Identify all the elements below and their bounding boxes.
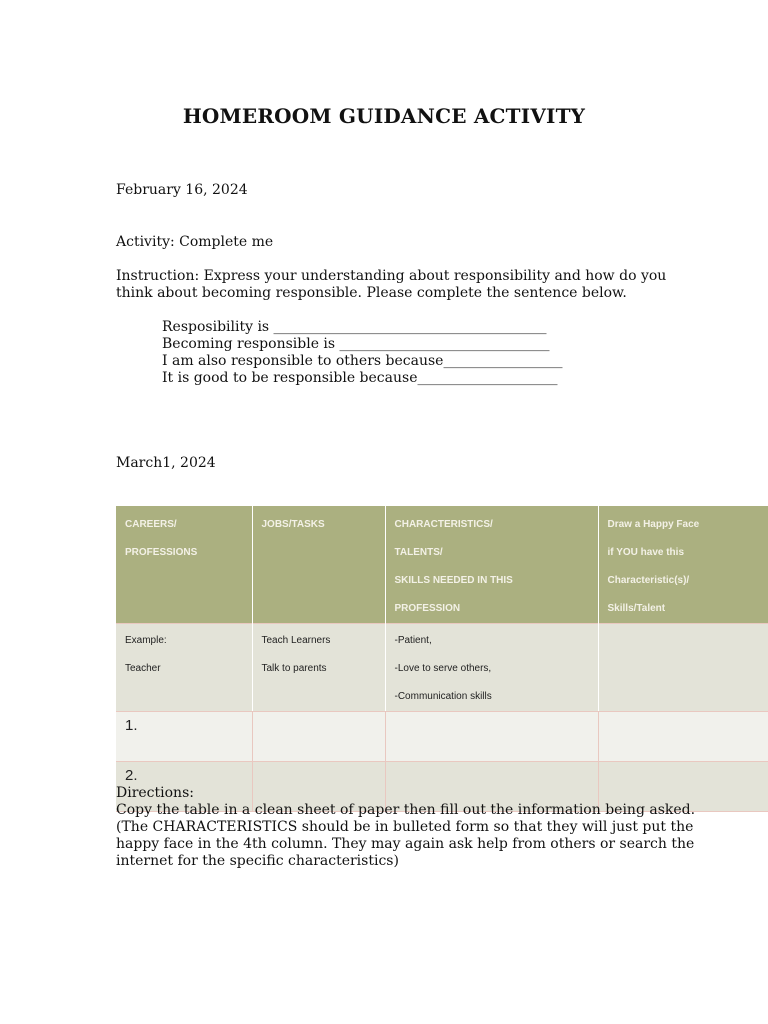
header-happy-face [598, 506, 768, 624]
header-text: CHARACTERISTICS/ [394, 519, 493, 530]
empty-cell [385, 712, 598, 762]
instruction-line-1: Instruction: Express your understanding about responsibility and how do you [116, 268, 667, 284]
header-text: PROFESSION [394, 603, 461, 614]
directions-block [116, 785, 696, 870]
row-number-cell: 1. [116, 712, 252, 762]
sentence-prompt: I am also responsible to others because_________________ [162, 353, 563, 369]
example-characteristics-cell [385, 624, 598, 712]
header-text: TALENTS/ [394, 547, 443, 558]
directions-line: happy face in the 4th column. They may again ask help from others or search the [116, 836, 695, 852]
header-text: Draw a Happy Face [607, 519, 700, 530]
cell-text: Talk to parents [261, 663, 327, 674]
header-text: if YOU have this [607, 547, 685, 558]
table-header-row [116, 506, 768, 624]
instruction-line-2: think about becoming responsible. Please complete the sentence below. [116, 285, 627, 301]
header-text: Skills/Talent [607, 603, 666, 614]
activity-date: February 16, 2024 [116, 182, 248, 198]
cell-text: -Love to serve others, [394, 663, 492, 674]
example-jobs-cell [252, 624, 385, 712]
header-text: PROFESSIONS [125, 547, 198, 558]
directions-line: (The CHARACTERISTICS should be in bulleted form so that they will just put the [116, 819, 694, 835]
document-title: HOMEROOM GUIDANCE ACTIVITY [182, 104, 586, 128]
header-text: Characteristic(s)/ [607, 575, 690, 586]
empty-cell [598, 712, 768, 762]
header-characteristics [385, 506, 598, 624]
cell-text: Teach Learners [261, 635, 331, 646]
header-text: CAREERS/ [125, 519, 177, 530]
cell-text: Teacher [125, 663, 161, 674]
header-jobs [252, 506, 385, 624]
header-text: SKILLS NEEDED IN THIS [394, 575, 513, 586]
table-date: March1, 2024 [116, 455, 216, 471]
cell-text: -Patient, [394, 635, 432, 646]
header-text: JOBS/TASKS [261, 519, 325, 530]
directions-heading: Directions: [116, 785, 194, 801]
sentence-prompt: It is good to be responsible because____________________ [162, 370, 558, 386]
directions-line: Copy the table in a clean sheet of paper then fill out the information being asked. [116, 802, 696, 818]
header-careers [116, 506, 252, 624]
empty-cell [252, 712, 385, 762]
sentence-prompt: Becoming responsible is ______________________________ [162, 336, 550, 352]
cell-text: Example: [125, 635, 167, 646]
cell-text: -Communication skills [394, 691, 492, 702]
example-happy-face-cell [598, 624, 768, 712]
example-career-cell [116, 624, 252, 712]
table-row-example [116, 624, 768, 712]
directions-line: internet for the specific characteristics) [116, 853, 399, 869]
table-row [116, 712, 768, 762]
activity-name: Activity: Complete me [116, 234, 274, 250]
row-number-cell: 2. [116, 762, 252, 812]
sentence-prompt: Resposibility is _______________________________________ [162, 319, 547, 335]
careers-table [116, 506, 768, 812]
